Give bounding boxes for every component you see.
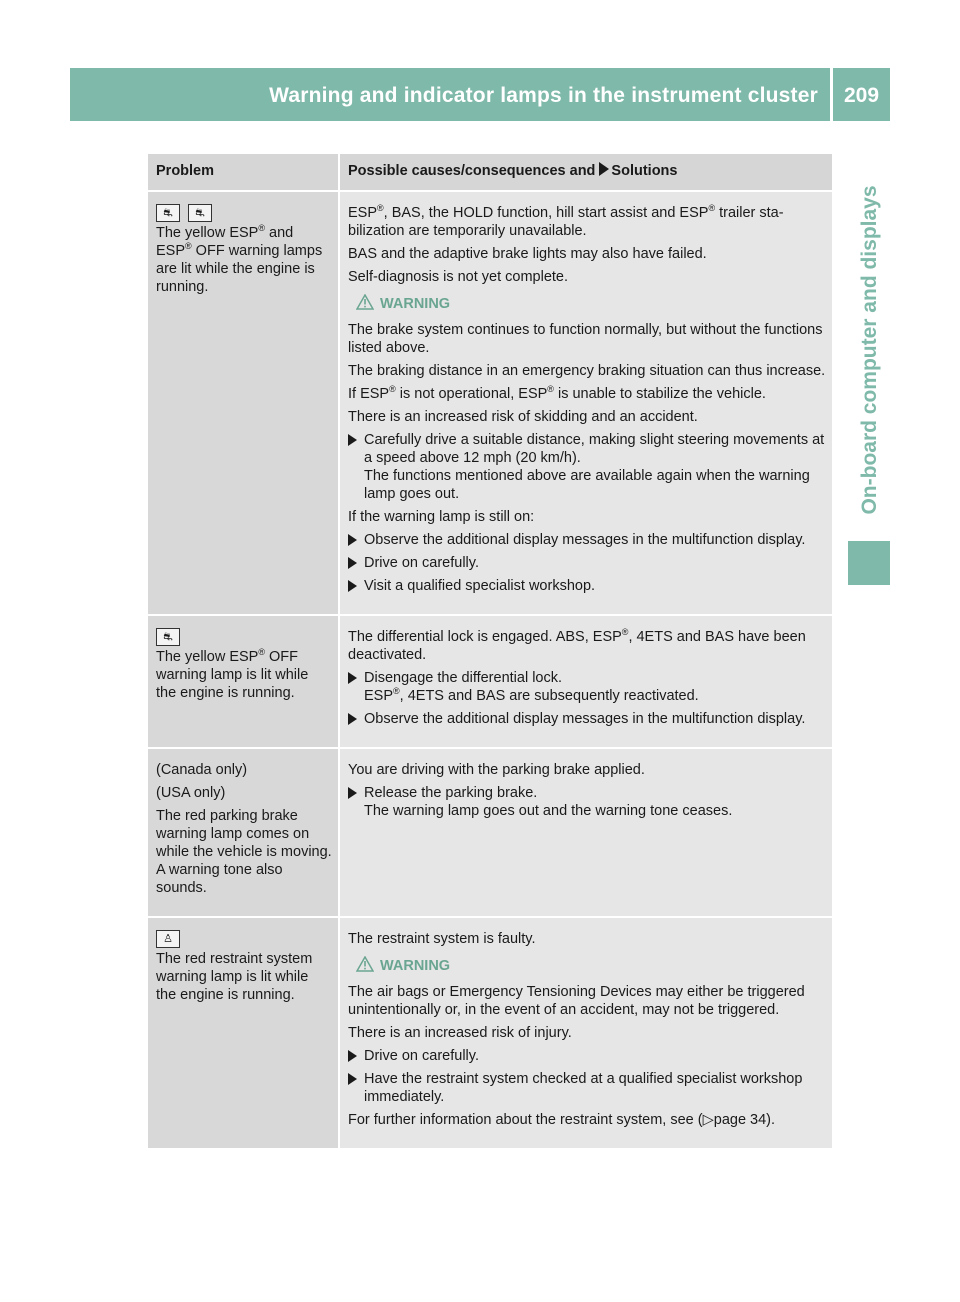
problem-cell — [148, 191, 339, 615]
action-step: Disengage the differential lock. ESP®, 4ETS and BAS are subsequently reactivated. — [348, 669, 826, 705]
page-title: Warning and indicator lamps in the instrument cluster — [269, 84, 818, 107]
lamp-icons — [156, 628, 332, 646]
page-number: 209 — [843, 84, 880, 107]
page-number-box — [833, 68, 890, 121]
step-arrow-icon — [348, 787, 357, 799]
step-arrow-icon — [348, 534, 357, 546]
problem-text: and — [265, 225, 294, 242]
problem-text: The yellow ESP — [156, 225, 259, 242]
action-step: Observe the additional display messages in the multifunction display. — [348, 710, 826, 728]
table-row — [148, 615, 832, 748]
column-header-solution-text: Possible causes/consequences and — [348, 163, 596, 179]
cause-text: The differential lock is engaged. ABS, ESP®, 4ETS and BAS have been deactivated. — [348, 627, 806, 663]
problem-text: OFF warning lamp is lit while the engine is running. — [156, 649, 309, 702]
problem-cell — [148, 615, 339, 748]
warning-text: The brake system continues to function normally, but without the functions listed above. — [348, 322, 823, 356]
table-row — [148, 748, 832, 917]
warning-triangle-icon — [356, 956, 374, 972]
side-tab-label: On-board computer and displays — [858, 185, 881, 515]
action-step: Visit a qualified specialist workshop. — [348, 577, 826, 595]
solution-cell — [339, 191, 832, 615]
problem-text: The yellow ESP — [156, 649, 259, 666]
restraint-system-icon: ♙ — [156, 930, 180, 948]
problem-text: (Canada only) — [156, 762, 248, 778]
action-step: Carefully drive a suitable distance, making slight steering movements at a speed above 12 mph (20 km/h). The functions mentioned above are available again when the warning lamp goes out. — [348, 431, 826, 503]
action-step: Drive on carefully. — [348, 1047, 826, 1065]
side-tab — [848, 150, 892, 550]
step-arrow-icon — [348, 672, 357, 684]
esp-warning-icon: ⛐ — [156, 204, 180, 222]
table-row — [148, 191, 832, 615]
warning-heading: WARNING — [356, 956, 826, 975]
cause-text: Self-diagnosis is not yet complete. — [348, 269, 569, 285]
page-ref-arrow-icon: ▷ — [702, 1112, 714, 1128]
esp-off-icon: ⛐ — [188, 204, 212, 222]
registered-mark: ® — [258, 223, 265, 234]
action-step: Have the restraint system checked at a qualified specialist workshop immediately. — [348, 1070, 826, 1106]
problem-text: ESP — [156, 243, 186, 260]
warning-text: There is an increased risk of skidding and an accident. — [348, 409, 698, 425]
problem-cell — [148, 917, 339, 1148]
registered-mark: ® — [185, 241, 192, 252]
warning-triangle-icon — [356, 294, 374, 310]
step-arrow-icon — [348, 1050, 357, 1062]
step-arrow-icon — [348, 580, 357, 592]
side-tab-marker — [848, 541, 890, 585]
warning-lamp-table — [148, 154, 832, 1148]
step-arrow-icon — [348, 713, 357, 725]
step-arrow-icon — [348, 557, 357, 569]
lamp-icons — [156, 930, 332, 948]
cause-text: If the warning lamp is still on: — [348, 509, 535, 525]
step-arrow-icon — [348, 434, 357, 446]
warning-heading: WARNING — [356, 294, 826, 313]
step-arrow-icon — [348, 1073, 357, 1085]
solution-cell — [339, 748, 832, 917]
warning-text: There is an increased risk of injury. — [348, 1025, 572, 1041]
esp-off-icon: ⛐ — [156, 628, 180, 646]
cause-text: ESP®, BAS, the HOLD function, hill start assist and ESP® trailer stabilization are temporarily unavailable. — [348, 203, 784, 239]
warning-text: The air bags or Emergency Tensioning Devices may either be triggered unintentionally or, in the event of an accident, may not be triggered. — [348, 984, 805, 1018]
problem-text: OFF warning lamps are lit while the engine is running. — [156, 243, 323, 296]
registered-mark: ® — [258, 647, 265, 658]
column-header-solution — [339, 154, 832, 191]
solution-arrow-icon — [599, 162, 609, 176]
problem-text: The red restraint system warning lamp is lit while the engine is running. — [156, 951, 313, 1004]
problem-text: The red parking brake warning lamp comes on while the vehicle is moving. A warning tone also sounds. — [156, 808, 332, 896]
lamp-icons — [156, 204, 332, 222]
table-row — [148, 917, 832, 1148]
solution-cell — [339, 615, 832, 748]
problem-text: (USA only) — [156, 785, 226, 801]
column-header-solution-tail: Solutions — [611, 163, 678, 179]
cause-text: The restraint system is faulty. — [348, 931, 536, 947]
cause-text: BAS and the adaptive brake lights may also have failed. — [348, 246, 707, 262]
table-header-row — [148, 154, 832, 191]
column-header-problem: Problem — [148, 154, 339, 191]
action-step: Release the parking brake. The warning lamp goes out and the warning tone ceases. — [348, 784, 826, 820]
solution-cell — [339, 917, 832, 1148]
action-step: Observe the additional display messages in the multifunction display. — [348, 531, 826, 549]
cross-reference: For further information about the restraint system, see (▷page 34). — [348, 1112, 776, 1128]
warning-text: The braking distance in an emergency braking situation can thus increase. — [348, 363, 826, 379]
cause-text: You are driving with the parking brake applied. — [348, 762, 645, 778]
problem-cell — [148, 748, 339, 917]
header-bar — [70, 68, 830, 121]
action-step: Drive on carefully. — [348, 554, 826, 572]
warning-text: If ESP® is not operational, ESP® is unable to stabilize the vehicle. — [348, 384, 766, 402]
